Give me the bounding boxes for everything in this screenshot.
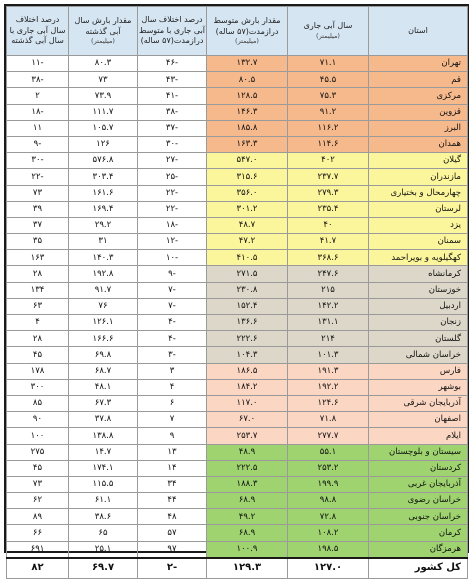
diff-avg-cell: -۳۰: [138, 136, 207, 152]
last-cell: ۳۱: [69, 234, 138, 250]
diff-avg-cell: ۵۷: [138, 525, 207, 541]
diff-last-cell: ۸۹: [7, 509, 69, 525]
header-diff-avg: درصد اختلاف سال آبی جاری با متوسط درازمدت(۵۷ ساله): [138, 7, 207, 56]
diff-avg-cell: ۶: [138, 395, 207, 411]
table-row: [7, 153, 468, 169]
avg-cell: ۵۴۷.۰: [207, 153, 288, 169]
diff-avg-cell: -۲۷: [138, 153, 207, 169]
diff-last-cell: ۶۶: [7, 525, 69, 541]
diff-avg-cell: -۴: [138, 331, 207, 347]
current-cell: ۱۹۲.۲: [288, 379, 369, 395]
avg-cell: ۲۲۲.۵: [207, 460, 288, 476]
avg-cell: ۱۰۴.۳: [207, 347, 288, 363]
last-cell: ۷۳.۹: [69, 88, 138, 104]
current-cell: ۱۱۶.۲: [288, 120, 369, 136]
rainfall-table: [6, 6, 468, 579]
avg-cell: ۶۸.۹: [207, 493, 288, 509]
diff-avg-cell: ۱۴: [138, 460, 207, 476]
table-row: [7, 428, 468, 444]
province-cell: هرمزگان: [369, 541, 468, 558]
diff-last-cell: -۱۸: [7, 104, 69, 120]
diff-last-cell: ۱۳۴: [7, 282, 69, 298]
province-cell: آذربایجان شرقی: [369, 395, 468, 411]
table-row: [7, 331, 468, 347]
diff-avg-cell: ۴۴: [138, 493, 207, 509]
last-cell: ۵۷۶.۸: [69, 153, 138, 169]
diff-avg-cell: ۷: [138, 412, 207, 428]
province-cell: زنجان: [369, 315, 468, 331]
avg-cell: ۱۸۴.۲: [207, 379, 288, 395]
last-cell: ۷۳: [69, 72, 138, 88]
diff-avg-cell: -۲۲: [138, 185, 207, 201]
diff-avg-cell: -۲۵: [138, 169, 207, 185]
avg-cell: ۴۹.۲: [207, 509, 288, 525]
current-cell: ۱۹۸.۵: [288, 541, 369, 558]
diff-last-cell: ۴۵: [7, 347, 69, 363]
table-row: [7, 395, 468, 411]
table-row: [7, 509, 468, 525]
province-cell: کرمانشاه: [369, 266, 468, 282]
diff-avg-cell: -۹: [138, 266, 207, 282]
diff-avg-cell: -۴۶: [138, 56, 207, 72]
table-row: [7, 72, 468, 88]
province-cell: مازندران: [369, 169, 468, 185]
table-row: [7, 541, 468, 558]
header-province: استان: [369, 7, 468, 56]
avg-cell: ۱۳۲.۷: [207, 56, 288, 72]
diff-avg-cell: -۱۲: [138, 234, 207, 250]
diff-avg-cell: -۳۸: [138, 104, 207, 120]
avg-cell: ۱۲۸.۵: [207, 88, 288, 104]
diff-last-cell: ۳۷: [7, 217, 69, 233]
avg-cell: ۲۵۳.۷: [207, 428, 288, 444]
diff-avg-cell: ۳۴: [138, 476, 207, 492]
last-cell: ۱۳۸.۸: [69, 428, 138, 444]
last-cell: ۳۷.۸: [69, 412, 138, 428]
diff-avg-cell: -۴۱: [138, 88, 207, 104]
province-cell: همدان: [369, 136, 468, 152]
table-row: [7, 250, 468, 266]
diff-last-cell: ۶۳: [7, 298, 69, 314]
total-current: ۱۲۷.۰: [288, 558, 369, 579]
table-row: [7, 298, 468, 314]
avg-cell: ۴۸.۷: [207, 217, 288, 233]
diff-avg-cell: ۴: [138, 379, 207, 395]
current-cell: ۱۰۱.۳: [288, 347, 369, 363]
last-cell: ۳۰۳.۴: [69, 169, 138, 185]
diff-avg-cell: ۹۷: [138, 541, 207, 558]
diff-last-cell: ۷۳: [7, 476, 69, 492]
avg-cell: ۱۳۶.۶: [207, 315, 288, 331]
table-row: [7, 282, 468, 298]
diff-last-cell: ۴: [7, 315, 69, 331]
last-cell: ۶۷.۳: [69, 395, 138, 411]
province-cell: سمنان: [369, 234, 468, 250]
province-cell: ایلام: [369, 428, 468, 444]
current-cell: ۴۰: [288, 217, 369, 233]
last-cell: ۷۶: [69, 298, 138, 314]
last-cell: ۱۲۶.۱: [69, 315, 138, 331]
avg-cell: ۴۱۰.۵: [207, 250, 288, 266]
diff-last-cell: -۹: [7, 136, 69, 152]
current-cell: ۹۸.۸: [288, 493, 369, 509]
province-cell: مرکزی: [369, 88, 468, 104]
province-cell: آذربایجان غربی: [369, 476, 468, 492]
table-row: [7, 201, 468, 217]
table-row: [7, 315, 468, 331]
last-cell: ۱۴۰.۳: [69, 250, 138, 266]
province-cell: اردبیل: [369, 298, 468, 314]
avg-cell: ۱۸۶.۵: [207, 363, 288, 379]
table-row: [7, 88, 468, 104]
header-current: سال آبی جاری (میلیمتر): [288, 7, 369, 56]
current-cell: ۱۳۱.۱: [288, 315, 369, 331]
province-cell: کرمان: [369, 525, 468, 541]
avg-cell: ۶۸.۹: [207, 525, 288, 541]
diff-last-cell: -۱۱: [7, 56, 69, 72]
avg-cell: ۱۰۰.۹: [207, 541, 288, 558]
total-diff-last: ۸۲: [7, 558, 69, 579]
current-cell: ۷۱.۸: [288, 412, 369, 428]
total-row: [7, 558, 468, 579]
province-cell: البرز: [369, 120, 468, 136]
last-cell: ۲۵.۱: [69, 541, 138, 558]
table-row: [7, 460, 468, 476]
diff-avg-cell: -۳۷: [138, 120, 207, 136]
current-cell: ۲۴۷.۶: [288, 266, 369, 282]
table-row: [7, 266, 468, 282]
province-cell: خراسان شمالی: [369, 347, 468, 363]
current-cell: ۱۴۲.۲: [288, 298, 369, 314]
last-cell: ۸۰.۳: [69, 56, 138, 72]
table-row: [7, 444, 468, 460]
current-cell: ۹۱.۲: [288, 104, 369, 120]
province-cell: کهگیلویه و بویراحمد: [369, 250, 468, 266]
current-cell: ۲۳۵.۴: [288, 201, 369, 217]
table-row: [7, 217, 468, 233]
province-cell: خراسان رضوی: [369, 493, 468, 509]
avg-cell: ۱۵۲.۴: [207, 298, 288, 314]
avg-cell: ۱۶۳.۳: [207, 136, 288, 152]
avg-cell: ۱۸۵.۸: [207, 120, 288, 136]
avg-cell: ۳۱۵.۶: [207, 169, 288, 185]
diff-last-cell: ۲۸: [7, 331, 69, 347]
diff-avg-cell: ۹: [138, 428, 207, 444]
diff-last-cell: ۶۹۱: [7, 541, 69, 558]
current-cell: ۱۹۱.۳: [288, 363, 369, 379]
total-last: ۶۹.۷: [69, 558, 138, 579]
current-cell: ۴۵.۵: [288, 72, 369, 88]
current-cell: ۳۶۸.۶: [288, 250, 369, 266]
header-diff-last: درصد اختلاف سال آبی جاری با سال آبی گذشته: [7, 7, 69, 56]
diff-last-cell: -۲۲: [7, 169, 69, 185]
avg-cell: ۶۷.۰: [207, 412, 288, 428]
diff-avg-cell: -۱۸: [138, 217, 207, 233]
current-cell: ۱۲۴.۶: [288, 395, 369, 411]
province-cell: خراسان جنوبی: [369, 509, 468, 525]
last-cell: ۱۹۲.۸: [69, 266, 138, 282]
last-cell: ۶۱.۱: [69, 493, 138, 509]
province-cell: بوشهر: [369, 379, 468, 395]
current-cell: ۲۷۷.۷: [288, 428, 369, 444]
diff-last-cell: ۳۵: [7, 234, 69, 250]
diff-last-cell: -۳۰: [7, 153, 69, 169]
current-cell: ۴۰۲: [288, 153, 369, 169]
current-cell: ۱۱۴.۶: [288, 136, 369, 152]
current-cell: ۷۵.۳: [288, 88, 369, 104]
table-row: [7, 234, 468, 250]
current-cell: ۴۱.۷: [288, 234, 369, 250]
avg-cell: ۲۲۲.۶: [207, 331, 288, 347]
diff-last-cell: ۱۷۸: [7, 363, 69, 379]
last-cell: ۱۴.۷: [69, 444, 138, 460]
last-cell: ۳۸.۶: [69, 509, 138, 525]
province-cell: اصفهان: [369, 412, 468, 428]
province-cell: یزد: [369, 217, 468, 233]
last-cell: ۶۹.۸: [69, 347, 138, 363]
table-row: [7, 379, 468, 395]
diff-avg-cell: -۳: [138, 347, 207, 363]
diff-avg-cell: -۷: [138, 298, 207, 314]
diff-last-cell: ۱۶۳: [7, 250, 69, 266]
diff-last-cell: ۱۱: [7, 120, 69, 136]
last-cell: ۶۸.۷: [69, 363, 138, 379]
diff-avg-cell: ۳: [138, 363, 207, 379]
current-cell: ۲۳۷.۷: [288, 169, 369, 185]
table-row: [7, 185, 468, 201]
avg-cell: ۱۴۶.۳: [207, 104, 288, 120]
diff-last-cell: ۸۵: [7, 395, 69, 411]
current-cell: ۵۵.۱: [288, 444, 369, 460]
avg-cell: ۱۸۸.۳: [207, 476, 288, 492]
diff-last-cell: ۷۳: [7, 185, 69, 201]
current-cell: ۲۱۵: [288, 282, 369, 298]
diff-last-cell: ۲۸: [7, 266, 69, 282]
diff-avg-cell: -۱۰: [138, 250, 207, 266]
diff-avg-cell: -۴۳: [138, 72, 207, 88]
avg-cell: ۴۷.۲: [207, 234, 288, 250]
header-avg: مقدار بارش متوسط درازمدت(۵۷ ساله) (میلیمتر): [207, 7, 288, 56]
avg-cell: ۸۰.۵: [207, 72, 288, 88]
last-cell: ۶۵: [69, 525, 138, 541]
diff-last-cell: ۲: [7, 88, 69, 104]
diff-avg-cell: -۴: [138, 315, 207, 331]
province-cell: تهران: [369, 56, 468, 72]
table-row: [7, 476, 468, 492]
table-row: [7, 525, 468, 541]
total-diff-avg: -۲: [138, 558, 207, 579]
table-row: [7, 412, 468, 428]
current-cell: ۱۰۸.۲: [288, 525, 369, 541]
current-cell: ۲۷۹.۳: [288, 185, 369, 201]
province-cell: گلستان: [369, 331, 468, 347]
header-row: [7, 7, 468, 56]
province-cell: خوزستان: [369, 282, 468, 298]
diff-avg-cell: ۴۸: [138, 509, 207, 525]
province-cell: سیستان و بلوچستان: [369, 444, 468, 460]
diff-last-cell: ۴۵: [7, 460, 69, 476]
last-cell: ۱۶۹.۴: [69, 201, 138, 217]
header-last: مقدار بارش سال آبی گذشته (میلیمتر): [69, 7, 138, 56]
table-row: [7, 493, 468, 509]
province-cell: قم: [369, 72, 468, 88]
province-cell: گیلان: [369, 153, 468, 169]
current-cell: ۲۱۴: [288, 331, 369, 347]
current-cell: ۷۲.۸: [288, 509, 369, 525]
last-cell: ۴۸.۱: [69, 379, 138, 395]
current-cell: ۱۹۹.۹: [288, 476, 369, 492]
diff-avg-cell: -۷: [138, 282, 207, 298]
province-cell: کردستان: [369, 460, 468, 476]
diff-last-cell: ۹۰: [7, 412, 69, 428]
table-row: [7, 120, 468, 136]
table-row: [7, 347, 468, 363]
last-cell: ۱۶۱.۶: [69, 185, 138, 201]
table-body: [7, 56, 468, 579]
diff-last-cell: ۱۰۰: [7, 428, 69, 444]
avg-cell: ۲۳۰.۸: [207, 282, 288, 298]
diff-last-cell: ۳۰۰: [7, 379, 69, 395]
diff-last-cell: -۳۸: [7, 72, 69, 88]
diff-avg-cell: ۱۳: [138, 444, 207, 460]
avg-cell: ۳۵۶.۰: [207, 185, 288, 201]
diff-last-cell: ۳۹: [7, 201, 69, 217]
diff-avg-cell: -۲۲: [138, 201, 207, 217]
table-row: [7, 56, 468, 72]
table-row: [7, 169, 468, 185]
current-cell: ۷۱.۱: [288, 56, 369, 72]
last-cell: ۹۱.۷: [69, 282, 138, 298]
province-cell: لرستان: [369, 201, 468, 217]
table-row: [7, 136, 468, 152]
last-cell: ۱۲۶: [69, 136, 138, 152]
last-cell: ۲۹.۲: [69, 217, 138, 233]
last-cell: ۱۶۶.۶: [69, 331, 138, 347]
table-row: [7, 363, 468, 379]
avg-cell: ۳۰۱.۲: [207, 201, 288, 217]
province-cell: قزوین: [369, 104, 468, 120]
last-cell: ۱۱۵.۵: [69, 476, 138, 492]
total-avg: ۱۲۹.۳: [207, 558, 288, 579]
last-cell: ۱۷۴.۱: [69, 460, 138, 476]
rainfall-table-frame: [4, 4, 469, 574]
total-province: کل کشور: [369, 558, 468, 579]
diff-last-cell: ۲۷۵: [7, 444, 69, 460]
avg-cell: ۲۷۱.۵: [207, 266, 288, 282]
last-cell: ۱۰۵.۷: [69, 120, 138, 136]
current-cell: ۲۵۳.۲: [288, 460, 369, 476]
diff-last-cell: ۶۲: [7, 493, 69, 509]
province-cell: چهارمحال و بختیاری: [369, 185, 468, 201]
province-cell: فارس: [369, 363, 468, 379]
table-row: [7, 104, 468, 120]
avg-cell: ۱۱۷.۰: [207, 395, 288, 411]
last-cell: ۱۱۱.۷: [69, 104, 138, 120]
avg-cell: ۴۸.۹: [207, 444, 288, 460]
